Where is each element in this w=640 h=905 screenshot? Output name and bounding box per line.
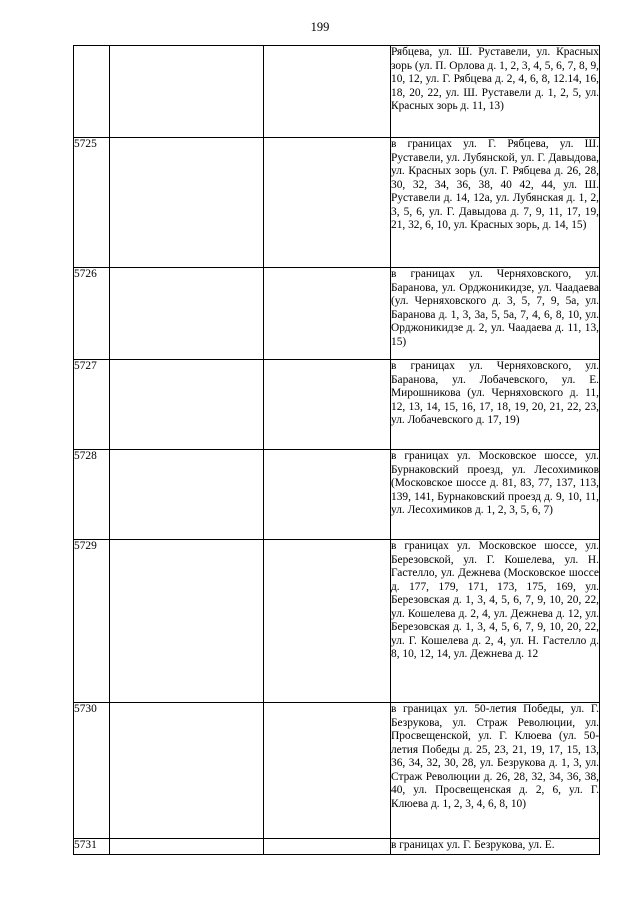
table-row (74, 46, 600, 138)
empty-cell (110, 450, 264, 540)
row-number: 5728 (74, 450, 110, 540)
table-body (74, 46, 600, 855)
row-description-text: в границах ул. 50-летия Победы, ул. Г. Безрукова, ул. Страж Революции, ул. Просвещенской, ул. Г. Клюева (ул. 50-летия Победы д. 25, 23, 21, 19, 17, 15, 13, 36, 34, 32, 30, 28, ул. Безрукова д. 1, 3, ул. Страж Революции д. 26, 28, 32, 34, 36, 38, 40, ул. Просвещенская д. 2, 6, ул. Г. Клюева д. 1, 2, 3, 4, 6, 8, 10) (391, 703, 599, 810)
row-number: 5730 (74, 703, 110, 839)
row-number: 5725 (74, 138, 110, 268)
row-description-text: в границах ул. Г. Рябцева, ул. Ш. Руставели, ул. Лубянской, ул. Г. Давыдова, ул. Красных зорь (ул. Г. Рябцева д. 26, 28, 30, 32, 34, 36, 38, 40 42, 44, ул. Ш. Руставели д. 14, 12а, ул. Лубянская д. 1, 2, 3, 5, 6, ул. Г. Давыдова д. 7, 9, 11, 17, 19, 21, 32, 6, 10, ул. Красных зорь, д. 14, 15) (391, 138, 599, 232)
row-description (391, 703, 600, 839)
row-description (391, 138, 600, 268)
row-description (391, 450, 600, 540)
empty-cell (110, 839, 264, 855)
empty-cell (110, 46, 264, 138)
empty-cell (110, 268, 264, 360)
row-description (391, 839, 600, 855)
row-description-text: в границах ул. Московское шоссе, ул. Березовской, ул. Г. Кошелева, ул. Н. Гастелло, ул. Дежнева (Московское шоссе д. 177, 179, 171, 173, 175, 169, ул. Березовская д. 1, 3, 4, 5, 6, 7, 9, 10, 20, 22, ул. Кошелева д. 2, 4, ул. Дежнева д. 12, ул. Березовская д. 1, 3, 4, 5, 6, 7, 9, 10, 20, 22, ул. Г. Кошелева д. 2, 4, ул. Н. Гастелло д. 8, 10, 12, 14, ул. Дежнева д. 12 (391, 540, 599, 661)
row-description (391, 46, 600, 138)
table-row (74, 703, 600, 839)
row-number: 5731 (74, 839, 110, 855)
empty-cell (264, 540, 391, 703)
row-number (74, 46, 110, 138)
row-description-text: в границах ул. Черняховского, ул. Баранова, ул. Орджоникидзе, ул. Чаадаева (ул. Черняховского д. 3, 5, 7, 9, 5а, ул. Баранова д. 1, 3, 3а, 5, 5а, 7, 4, 6, 8, 10, ул. Орджоникидзе д. 2, ул. Чаадаева д. 11, 13, 15) (391, 268, 599, 348)
empty-cell (110, 703, 264, 839)
empty-cell (110, 138, 264, 268)
empty-cell (264, 46, 391, 138)
row-description-text: в границах ул. Черняховского, ул. Баранова, ул. Лобачевского, ул. Е. Мирошникова (ул. Черняховского д. 11, 12, 13, 14, 15, 16, 17, 18, 19, 20, 21, 22, 23, ул. Лобачевского д. 17, 19) (391, 360, 599, 427)
row-number: 5729 (74, 540, 110, 703)
page-number: 199 (310, 20, 330, 34)
empty-cell (264, 839, 391, 855)
row-description (391, 268, 600, 360)
table-row (74, 540, 600, 703)
empty-cell (110, 360, 264, 450)
row-description-text: в границах ул. Г. Безрукова, ул. Е. (391, 839, 555, 851)
table-row (74, 268, 600, 360)
empty-cell (264, 138, 391, 268)
empty-cell (110, 540, 264, 703)
row-description (391, 360, 600, 450)
row-number: 5726 (74, 268, 110, 360)
row-description-text: в границах ул. Московское шоссе, ул. Бурнаковский проезд, ул. Лесохимиков (Московское шоссе д. 81, 83, 77, 137, 113, 139, 141, Бурнаковский проезд д. 9, 10, 11, ул. Лесохимиков д. 1, 2, 3, 5, 6, 7) (391, 450, 599, 517)
row-description-text: Рябцева, ул. Ш. Руставели, ул. Красных зорь (ул. П. Орлова д. 1, 2, 3, 4, 5, 6, 7, 8, 9, 10, 12, ул. Г. Рябцева д. 2, 4, 6, 8, 12.14, 16, 18, 20, 22, ул. Ш. Руставели д. 1, 2, 5, ул. Красных зорь д. 11, 13) (391, 46, 599, 113)
table-row (74, 839, 600, 855)
table-row (74, 138, 600, 268)
row-number: 5727 (74, 360, 110, 450)
address-registry-table (73, 45, 600, 855)
empty-cell (264, 268, 391, 360)
table-row (74, 450, 600, 540)
empty-cell (264, 703, 391, 839)
row-description (391, 540, 600, 703)
empty-cell (264, 450, 391, 540)
empty-cell (264, 360, 391, 450)
table-row (74, 360, 600, 450)
